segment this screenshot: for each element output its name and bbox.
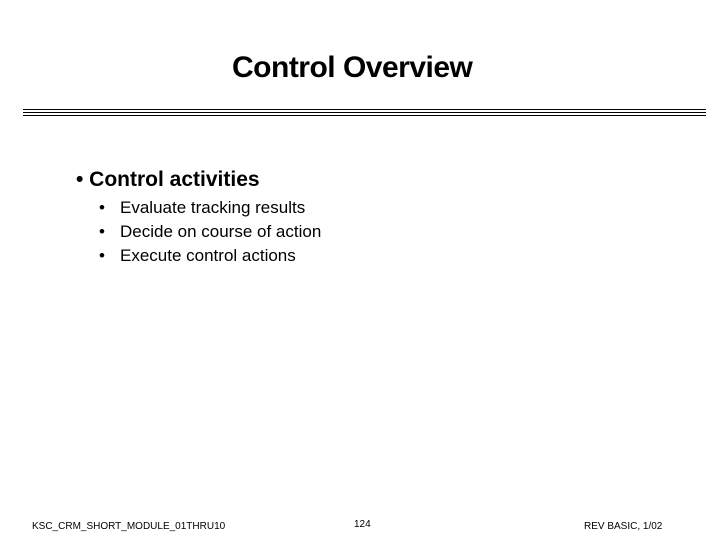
footer-module-id: KSC_CRM_SHORT_MODULE_01THRU10 (32, 521, 226, 532)
title-divider-line (23, 109, 706, 110)
sub-bullet-item (99, 196, 321, 220)
sub-bullet-text: Evaluate tracking results (120, 198, 306, 217)
sub-bullet-text: Execute control actions (120, 246, 296, 265)
footer-revision: REV BASIC, 1/02 (584, 521, 663, 532)
title-divider-line (23, 112, 706, 113)
sub-bullet-text: Decide on course of action (120, 222, 322, 241)
sub-bullet-item (99, 220, 321, 244)
title-divider-line (23, 115, 706, 116)
bullet-dot: • (99, 198, 105, 217)
bullet-dot: • (99, 222, 105, 241)
slide-title: Control Overview (232, 51, 473, 84)
main-bullet: • Control activities (76, 168, 260, 191)
sub-bullet-list (99, 196, 321, 268)
footer-page-number: 124 (354, 519, 371, 530)
bullet-dot: • (99, 246, 105, 265)
sub-bullet-item (99, 244, 321, 268)
